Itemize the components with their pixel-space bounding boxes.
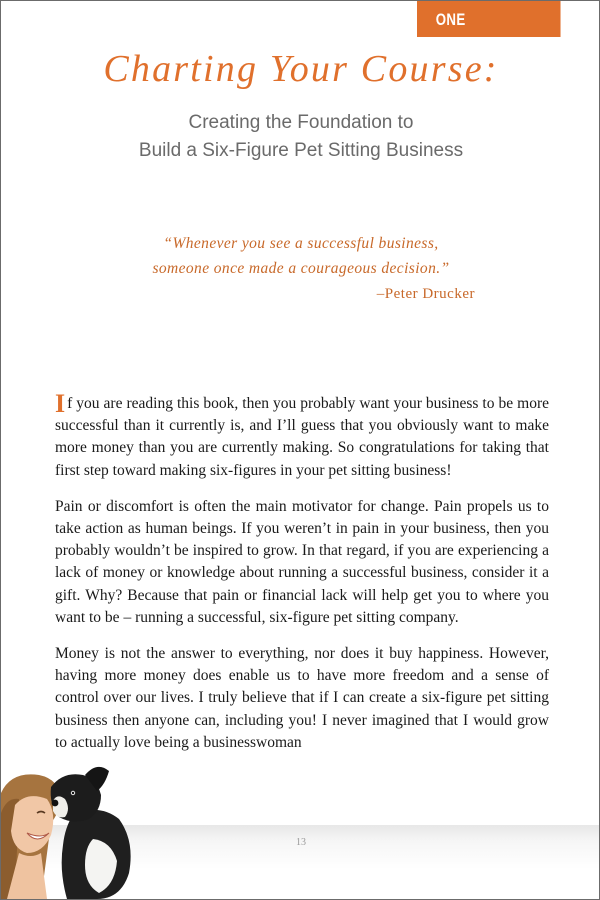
drop-cap: I bbox=[55, 389, 66, 418]
body-text bbox=[55, 389, 549, 768]
epigraph-quote bbox=[1, 231, 600, 281]
chapter-subtitle bbox=[1, 109, 600, 165]
epigraph-line-2: someone once made a courageous decision.” bbox=[152, 260, 450, 277]
chapter-tab bbox=[417, 1, 561, 37]
paragraph-1 bbox=[55, 389, 549, 482]
woman-with-puppy-photo bbox=[1, 753, 151, 899]
epigraph-author: –Peter Drucker bbox=[376, 286, 475, 302]
paragraph-3: Money is not the answer to everything, nor does it buy happiness. However, having more money does enable us to have more freedom and a sense of control over our lives. I truly believe that if I can create a six-figure pet sitting business then anyone can, including you! I never imagined that I would grow to actually love being a businesswoman bbox=[55, 645, 549, 751]
paragraph-1-text: f you are reading this book, then you probably want your business to be more successful than it currently is, and I’ll guess that you obviously want to make more money than you are currently making. So congratulations for taking that first step toward making six-figures in your pet sitting business! bbox=[55, 395, 549, 479]
page-number: 13 bbox=[296, 837, 306, 848]
chapter-label: ONE bbox=[435, 10, 466, 29]
chapter-title: Charting Your Course: bbox=[103, 48, 499, 90]
epigraph-line-1: “Whenever you see a successful business, bbox=[163, 235, 439, 252]
subtitle-line-2: Build a Six-Figure Pet Sitting Business bbox=[138, 140, 464, 161]
subtitle-line-1: Creating the Foundation to bbox=[188, 112, 414, 133]
paragraph-2: Pain or discomfort is often the main motivator for change. Pain propels us to take action as human beings. If you weren’t in pain in your business, then you probably wouldn’t be inspired to grow. In that regard, if you are experiencing a lack of money or knowledge about running a successful business, consider it a gift. Why? Because that pain or financial lack will help get you to where you want to be – running a successful, six-figure pet sitting company. bbox=[55, 497, 549, 626]
